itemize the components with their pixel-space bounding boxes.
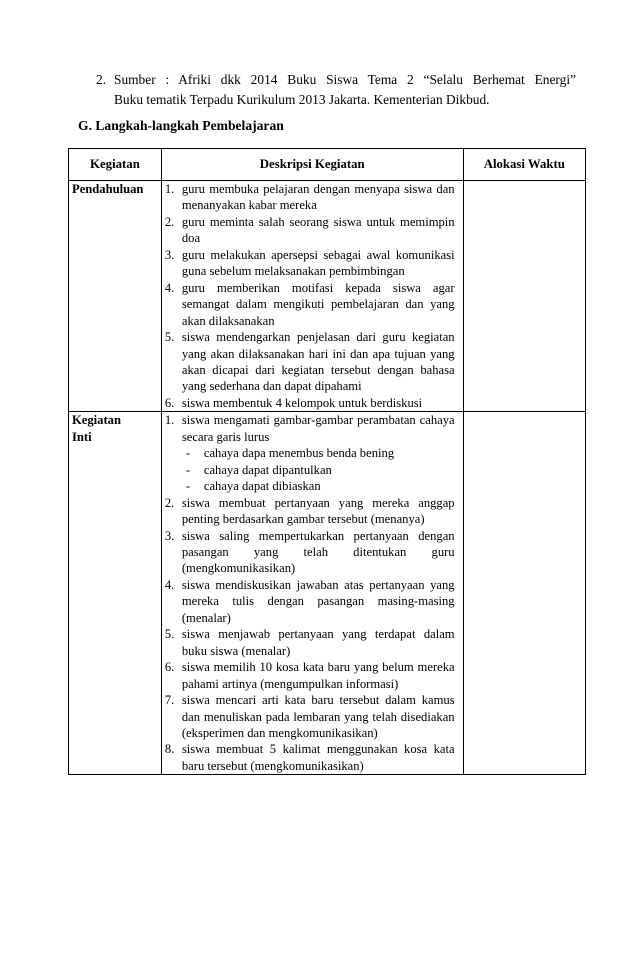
list-item: 4. siswa mendiskusikan jawaban atas pertanyaan yang mereka tulis dengan pasangan masing-masing (menalar) bbox=[164, 577, 455, 625]
deskripsi-cell bbox=[161, 181, 463, 412]
deskripsi-cell bbox=[161, 412, 463, 775]
kegiatan-cell bbox=[69, 181, 162, 412]
sub-list-item: - cahaya dapat dibiaskan bbox=[185, 479, 321, 494]
table-header-row bbox=[69, 149, 586, 181]
source-line-1: Sumber : Afriki dkk 2014 Buku Siswa Tema 2 “Selalu Berhemat Energi” bbox=[114, 72, 576, 87]
section-heading: G. Langkah-langkah Pembelajaran bbox=[78, 118, 284, 133]
activity-list bbox=[162, 181, 463, 411]
list-item: 1. siswa mengamati gambar-gambar perambatan cahaya secara garis lurus - cahaya dapa menembus benda bening - cahaya dapat dipantulkan - cahaya dapat dibiaskan bbox=[164, 413, 455, 494]
alokasi-waktu-cell bbox=[463, 412, 585, 775]
table-row-pendahuluan bbox=[69, 181, 586, 412]
list-item: 3. siswa saling mempertukarkan pertanyaan dengan pasangan yang telah ditentukan guru (mengkomunikasikan) bbox=[164, 528, 455, 576]
learning-steps-table bbox=[68, 148, 586, 775]
list-item: 6. siswa memilih 10 kosa kata baru yang belum mereka pahami artinya (mengumpulkan informasi) bbox=[164, 660, 455, 691]
list-item: 5. siswa mendengarkan penjelasan dari guru kegiatan yang akan dilaksanakan hari ini dan apa tujuan yang akan dicapai dari kegiatan tersebut dengan bahasa yang sederhana dan dapat dipahami bbox=[164, 330, 455, 394]
list-item: 8. siswa membuat 5 kalimat menggunakan kosa kata baru tersebut (mengkomunikasikan) bbox=[164, 742, 455, 773]
list-item: 1. guru membuka pelajaran dengan menyapa siswa dan menanyakan kabar mereka bbox=[164, 182, 455, 213]
list-item: 5. siswa menjawab pertanyaan yang terdapat dalam buku siswa (menalar) bbox=[164, 627, 455, 658]
header-kegiatan: Kegiatan bbox=[69, 149, 162, 181]
list-item: 4. guru memberikan motifasi kepada siswa agar semangat dalam mengikuti pembelajaran dan yang akan dilaksanakan bbox=[164, 280, 455, 328]
kegiatan-cell bbox=[69, 412, 162, 775]
list-item: 7. siswa mencari arti kata baru tersebut dalam kamus dan menuliskan pada lembaran yang telah disediakan (eksperimen dan mengkomunikasikan) bbox=[164, 693, 455, 740]
sub-list-item: - cahaya dapat dipantulkan bbox=[185, 462, 332, 477]
source-reference bbox=[96, 70, 576, 110]
list-item: 2. siswa membuat pertanyaan yang mereka anggap penting berdasarkan gambar tersebut (menanya) bbox=[164, 495, 455, 527]
kegiatan-label: Pendahuluan bbox=[72, 182, 144, 196]
list-item: 2. guru meminta salah seorang siswa untuk memimpin doa bbox=[164, 214, 455, 246]
kegiatan-label-line-2: Inti bbox=[72, 429, 92, 444]
list-item: 3. guru melakukan apersepsi sebagai awal komunikasi guna sebelum melaksanakan pembimbingan bbox=[164, 247, 455, 279]
sub-list bbox=[182, 445, 455, 494]
source-number: 2. bbox=[96, 72, 107, 87]
list-item: 6. siswa membentuk 4 kelompok untuk berdiskusi bbox=[164, 395, 423, 410]
sub-list-item: - cahaya dapa menembus benda bening bbox=[185, 446, 395, 461]
table-row-kegiatan-inti bbox=[69, 412, 586, 775]
source-line-2: Buku tematik Terpadu Kurikulum 2013 Jakarta. Kementerian Dikbud. bbox=[114, 92, 490, 107]
header-deskripsi: Deskripsi Kegiatan bbox=[161, 149, 463, 181]
activity-list bbox=[162, 412, 463, 774]
kegiatan-label-line-1: Kegiatan bbox=[72, 413, 121, 428]
header-alokasi-waktu: Alokasi Waktu bbox=[463, 149, 585, 181]
alokasi-waktu-cell bbox=[463, 181, 585, 412]
